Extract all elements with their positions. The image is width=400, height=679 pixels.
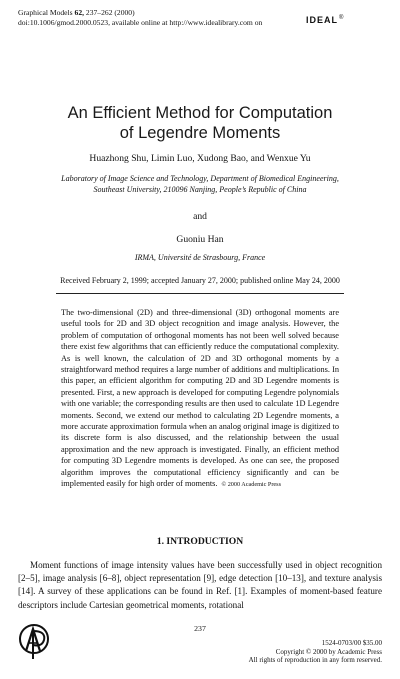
title-line-1: An Efficient Method for Computation bbox=[67, 104, 333, 122]
abstract-copyright: © 2000 Academic Press bbox=[221, 481, 281, 489]
journal-name: Graphical Models bbox=[18, 8, 75, 17]
title-line-2: of Legendre Moments bbox=[119, 124, 281, 142]
paper-title bbox=[0, 103, 400, 143]
abstract-text: The two-dimensional (2D) and three-dimensional (3D) orthogonal moments are useful tools for 2D and 3D object recognition and image analysis. However, the problem of computation of orthogonal moments has not been well solved because there exist few algorithms that can efficiently reduce the computational complexity. As is well known, the calculation of 2D and 3D orthogonal moments by a straightforward method requires a large number of additions and multiplications. In this paper, an efficient algorithm for computing 2D and 3D Legendre moments is presented. First, a new approach is developed for computing Legendre polynomials with one variable; the corresponding results are then used to calculate 1D Legendre moments. Second, we extend our method to calculating 2D Legendre moments, a more accurate approximation formula when an analog original image is digitized to its discrete form is also discussed, and the relationship between the usual approximation and the new approach is investigated. Finally, an efficient method for computing 3D Legendre moments is developed. As one can see, the proposed algorithm improves the computational efficiency significantly and can be implemented easily for high order of moments. bbox=[61, 308, 339, 489]
section-title: INTRODUCTION bbox=[166, 536, 244, 547]
footer-issn-price: 1524-0703/00 $35.00 bbox=[321, 639, 382, 647]
journal-volume: 62, bbox=[74, 8, 85, 17]
affiliation-line-1: Laboratory of Image Science and Technology, Department of Biomedical Engineering, bbox=[61, 174, 339, 183]
journal-pages-year: 237–262 (2000) bbox=[84, 8, 135, 17]
conjunction: and bbox=[193, 211, 207, 222]
received-dates: Received February 2, 1999; accepted January 27, 2000; published online May 24, 2000 bbox=[60, 276, 340, 285]
affiliation bbox=[0, 173, 400, 195]
introduction-body bbox=[18, 559, 382, 612]
ideal-logo-text: IDEAL bbox=[306, 15, 338, 25]
intro-paragraph: Moment functions of image intensity values have been successfully used in object recognition [2–5], image analysis [6–8], object representation [9], edge detection [10–13], and texture analysis [14]. A survey of these applications can be found in Ref. [1]. Examples of moment-based feature descriptors include Cartesian geometrical moments, rotational bbox=[18, 560, 382, 610]
abstract bbox=[61, 307, 339, 491]
second-affiliation: IRMA, Université de Strasbourg, France bbox=[134, 253, 266, 262]
authors: Huazhong Shu, Limin Luo, Xudong Bao, and Wenxue Yu bbox=[89, 153, 311, 164]
footer-rights: All rights of reproduction in any form reserved. bbox=[248, 656, 382, 664]
page-number: 237 bbox=[194, 624, 206, 633]
ideal-logo bbox=[306, 15, 344, 25]
copyright-footer bbox=[249, 639, 382, 665]
section-heading bbox=[0, 536, 400, 547]
section-number: 1. bbox=[156, 536, 165, 547]
abstract-divider bbox=[56, 293, 344, 294]
registered-mark: ® bbox=[339, 15, 345, 21]
affiliation-line-2: Southeast University, 210096 Nanjing, People’s Republic of China bbox=[93, 185, 307, 194]
journal-citation bbox=[18, 8, 135, 17]
doi-line[interactable]: doi:10.1006/gmod.2000.0523, available online at http://www.idealibrary.com on bbox=[18, 18, 263, 27]
second-author: Guoniu Han bbox=[176, 234, 224, 245]
footer-copyright: Copyright © 2000 by Academic Press bbox=[275, 647, 382, 656]
